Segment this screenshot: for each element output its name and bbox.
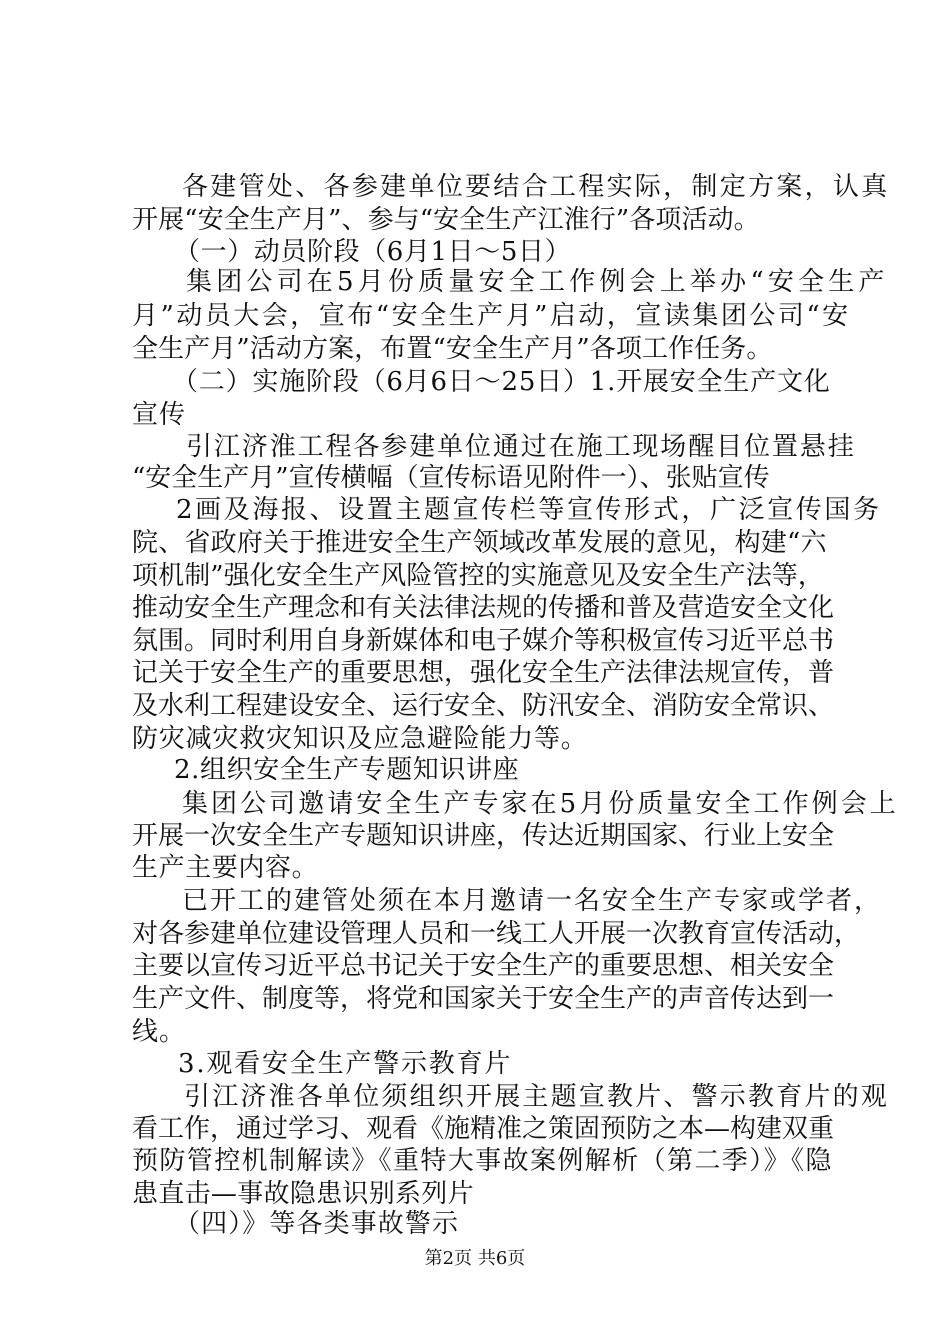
text-line: 月”动员大会，宣布“安全生产月”启动，宣读集团公司“安 <box>132 301 851 331</box>
page-footer <box>0 1248 950 1270</box>
text-line: （一）动员阶段（6月1日～5日） <box>174 237 572 267</box>
text-line: “安全生产月”宣传横幅（宣传标语见附件一）、张贴宣传 <box>132 463 770 493</box>
text-line: 2.组织安全生产专题知识讲座 <box>174 755 520 785</box>
text-line: （二）实施阶段（6月6日～25日）1.开展安全生产文化 <box>172 367 831 397</box>
text-line: （四）》等各类事故警示 <box>174 1209 460 1239</box>
page-number-label: 第2页 共6页 <box>424 1248 526 1269</box>
text-line: 引江济淮工程各参建单位通过在施工现场醒目位置悬挂 <box>186 432 856 462</box>
text-line: 预防管控机制解读》《重特大事故案例解析（第二季）》《隐 <box>132 1146 833 1176</box>
text-line: 及水利工程建设安全、运行安全、防汛安全、消防安全常识、 <box>132 691 835 721</box>
text-line: 2画及海报、设置主题宣传栏等宣传形式，广泛宣传国务 <box>176 495 882 525</box>
text-line: 推动安全生产理念和有关法律法规的传播和普及营造安全文化 <box>132 593 835 623</box>
text-line: 各建管处、各参建单位要结合工程实际，制定方案，认真 <box>182 172 890 202</box>
text-line: 项机制”强化安全生产风险管控的实施意见及安全生产法等， <box>132 561 824 591</box>
text-line: 已开工的建管处须在本月邀请一名安全生产专家或学者， <box>182 886 883 916</box>
text-line: 宣传 <box>132 400 187 430</box>
text-line: 线。 <box>132 1017 187 1047</box>
text-line: 氛围。同时利用自身新媒体和电子媒介等积极宣传习近平总书 <box>132 626 835 656</box>
text-line: 集团公司邀请安全生产专家在5月份质量安全工作例会上 <box>182 789 899 819</box>
text-line: 生产主要内容。 <box>132 853 319 883</box>
text-line: 开展一次安全生产专题知识讲座，传达近期国家、行业上安全 <box>132 821 835 851</box>
text-line: 全生产月”活动方案，布置“安全生产月”各项工作任务。 <box>132 334 773 364</box>
text-line: 看工作，通过学习、观看《施精准之策固预防之本—构建双重 <box>132 1114 835 1144</box>
text-line: 开展“安全生产月”、参与“安全生产江淮行”各项活动。 <box>132 205 760 235</box>
text-line: 主要以宣传习近平总书记关于安全生产的重要思想、相关安全 <box>132 951 835 981</box>
text-line: 3.观看安全生产警示教育片 <box>178 1049 513 1079</box>
text-line: 生产文件、制度等，将党和国家关于安全生产的声音传达到一 <box>132 984 835 1014</box>
text-line: 对各参建单位建设管理人员和一线工人开展一次教育宣传活动， <box>132 919 861 949</box>
text-line: 防灾减灾救灾知识及应急避险能力等。 <box>132 724 588 754</box>
text-line: 集团公司在5月份质量安全工作例会上举办“安全生产 <box>186 267 889 297</box>
text-line: 记关于安全生产的重要思想，强化安全生产法律法规宣传，普 <box>132 658 835 688</box>
text-line: 院、省政府关于推进安全生产领域改革发展的意见，构建“六 <box>132 528 827 558</box>
text-line: 引江济淮各单位须组织开展主题宣教片、警示教育片的观 <box>184 1082 890 1112</box>
text-line: 患直击—事故隐患识别系列片 <box>132 1179 474 1209</box>
